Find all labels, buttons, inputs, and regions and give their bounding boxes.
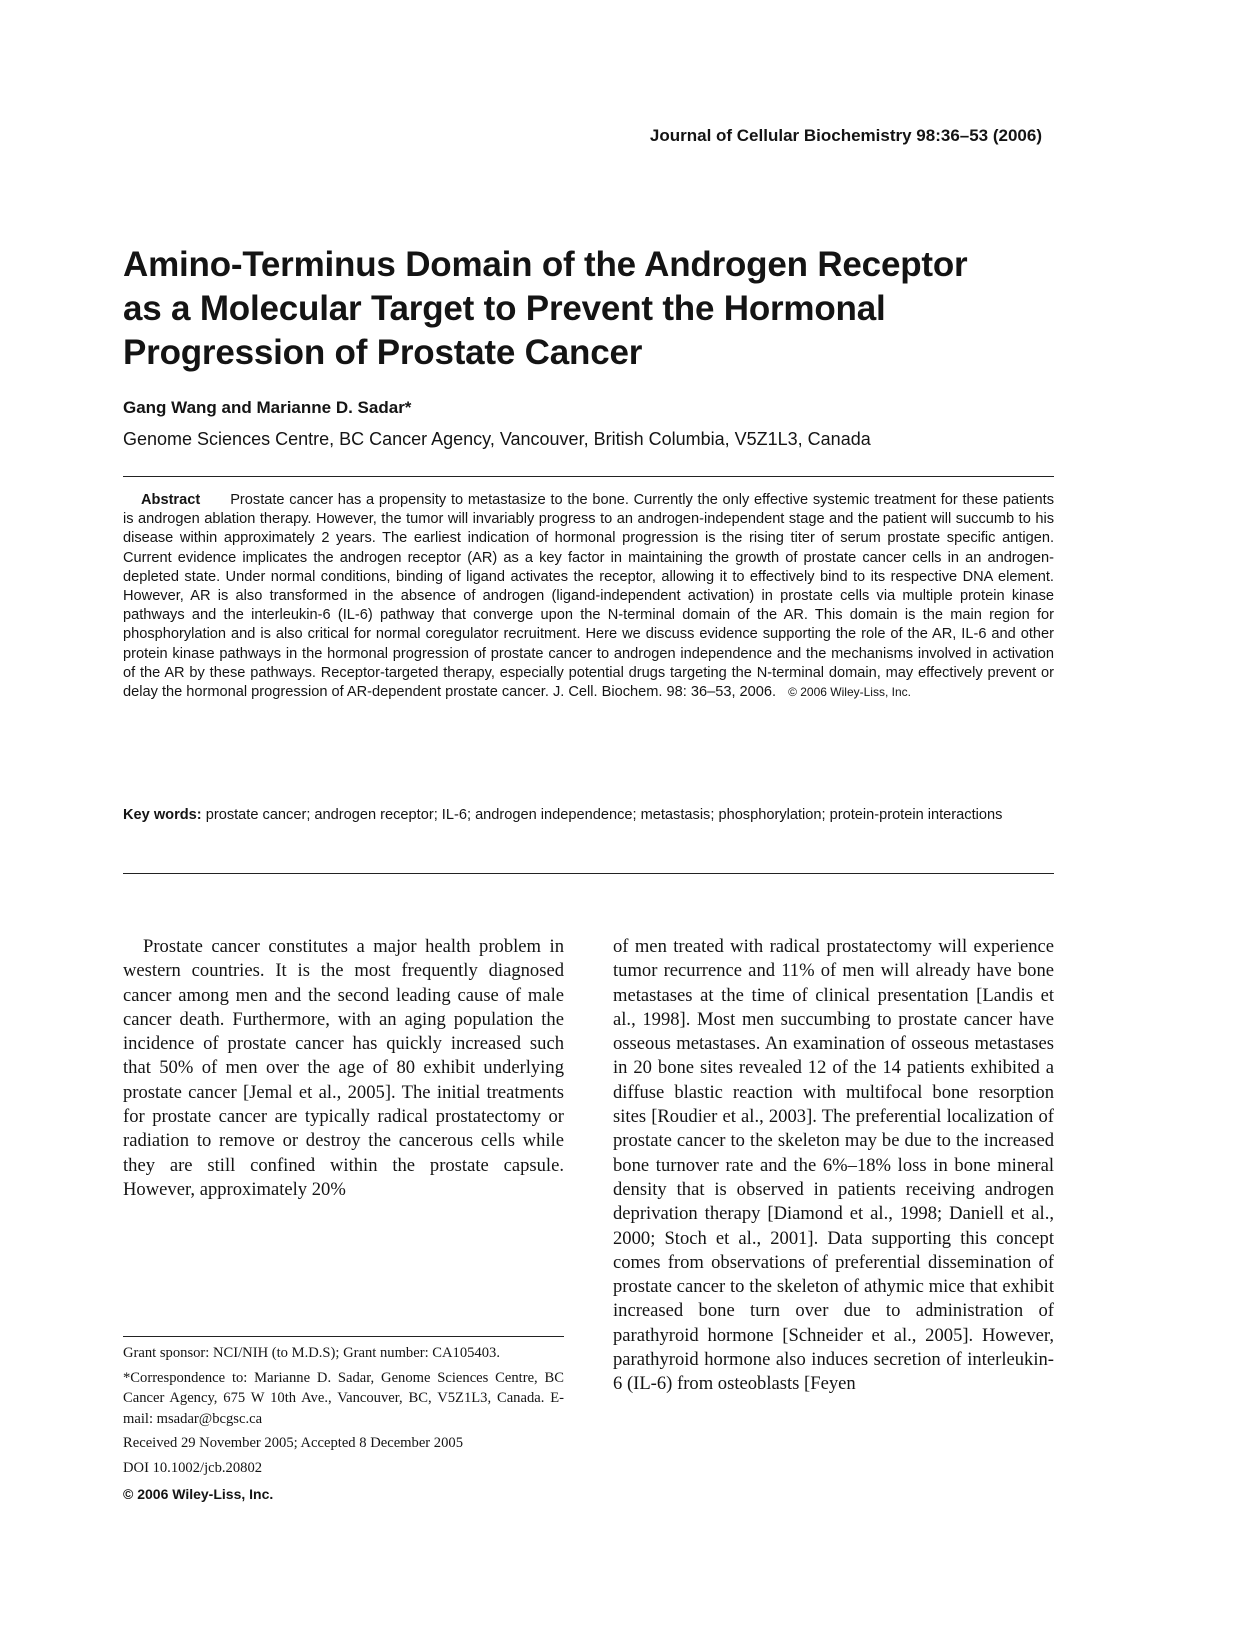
body-left-column: [123, 935, 564, 1202]
footnote-copyright: © 2006 Wiley-Liss, Inc.: [123, 1486, 274, 1502]
authors: Gang Wang and Marianne D. Sadar*: [123, 398, 412, 417]
abstract-text: Prostate cancer has a propensity to metastasize to the bone. Currently the only effective systemic treatment for these patients is androgen ablation therapy. However, the tumor will invariably progress to an androgen-independent stage and the patient will succumb to his disease within approximately 2 years. The earliest indication of hormonal progression is the rising titer of serum prostate specific antigen. Current evidence implicates the androgen receptor (AR) as a key factor in maintaining the growth of prostate cancer cells in an androgen-depleted state. Under normal conditions, binding of ligand activates the receptor, allowing it to effectively bind to its respective DNA element. However, AR is also transformed in the absence of androgen (ligand-independent activation) in prostate cells via multiple protein kinase pathways and the interleukin-6 (IL-6) pathway that converge upon the N-terminal domain of the AR. This domain is the main region for phosphorylation and is also critical for normal coregulator recruitment. Here we discuss evidence supporting the role of the AR, IL-6 and other protein kinase pathways in the hormonal progression of prostate cancer to androgen independence and the mechanisms involved in activation of the AR by these pathways. Receptor-targeted therapy, especially potential drugs targeting the N-terminal domain, may effectively prevent or delay the hormonal progression of AR-dependent prostate cancer. J. Cell. Biochem. 98: 36–53, 2006.: [123, 492, 1054, 701]
body-paragraph-1: Prostate cancer constitutes a major health problem in western countries. It is the most frequently diagnosed cancer among men and the second leading cause of male cancer death. Furthermore, with an aging population the incidence of prostate cancer has quickly increased such that 50% of men over the age of 80 exhibit underlying prostate cancer [Jemal et al., 2005]. The initial treatments for prostate cancer are typically radical prostatectomy or radiation to remove or destroy the cancerous cells while they are still confined within the prostate capsule. However, approximately 20%: [123, 936, 564, 1200]
footnote-received: Received 29 November 2005; Accepted 8 December 2005: [123, 1435, 463, 1451]
keywords-text: prostate cancer; androgen receptor; IL-6; androgen independence; metastasis; phosphorylation; protein-protein interactions: [205, 807, 1003, 823]
divider-bottom: [123, 873, 1054, 874]
divider-top: [123, 476, 1054, 477]
abstract: [123, 491, 1054, 702]
journal-citation: Journal of Cellular Biochemistry 98:36–53 (2006): [649, 126, 1042, 145]
abstract-copyright: © 2006 Wiley-Liss, Inc.: [788, 685, 911, 700]
keywords: [123, 805, 1054, 826]
affiliation: Genome Sciences Centre, BC Cancer Agency, Vancouver, British Columbia, V5Z1L3, Canada: [123, 429, 871, 449]
footnote-divider: [123, 1336, 564, 1337]
title-line-3: Progression of Prostate Cancer: [123, 333, 643, 372]
footnote-correspondence: *Correspondence to: Marianne D. Sadar, Genome Sciences Centre, BC Cancer Agency, 675 W 10th Ave., Vancouver, BC, V5Z1L3, Canada. E-mail: msadar@bcgsc.ca: [123, 1369, 564, 1427]
footnote-doi: DOI 10.1002/jcb.20802: [123, 1459, 263, 1476]
body-right-column: [613, 935, 1054, 1397]
footnotes: [123, 1343, 564, 1509]
title-line-2: as a Molecular Target to Prevent the Hormonal: [123, 289, 886, 328]
footnote-grant: Grant sponsor: NCI/NIH (to M.D.S); Grant number: CA105403.: [123, 1345, 500, 1361]
article-title: [123, 243, 1083, 375]
keywords-label: Key words:: [123, 807, 202, 823]
body-paragraph-2: of men treated with radical prostatectomy will experience tumor recurrence and 11% of men will already have bone metastases at the time of clinical presentation [Landis et al., 1998]. Most men succumbing to prostate cancer have osseous metastases. An examination of osseous metastases in 20 bone sites revealed 12 of the 14 patients exhibited a diffuse blastic reaction with multifocal bone resorption sites [Roudier et al., 2003]. The preferential localization of prostate cancer to the skeleton may be due to the increased bone turnover rate and the 6%–18% loss in bone mineral density that is observed in patients receiving androgen deprivation therapy [Diamond et al., 1998; Daniell et al., 2000; Stoch et al., 2001]. Data supporting this concept comes from observations of preferential dissemination of prostate cancer to the skeleton of athymic mice that exhibit increased bone turn over due to administration of parathyroid hormone [Schneider et al., 2005]. However, parathyroid hormone also induces secretion of interleukin-6 (IL-6) from osteoblasts [Feyen: [613, 936, 1054, 1395]
title-line-1: Amino-Terminus Domain of the Androgen Receptor: [123, 245, 968, 284]
abstract-label: Abstract: [141, 492, 201, 508]
